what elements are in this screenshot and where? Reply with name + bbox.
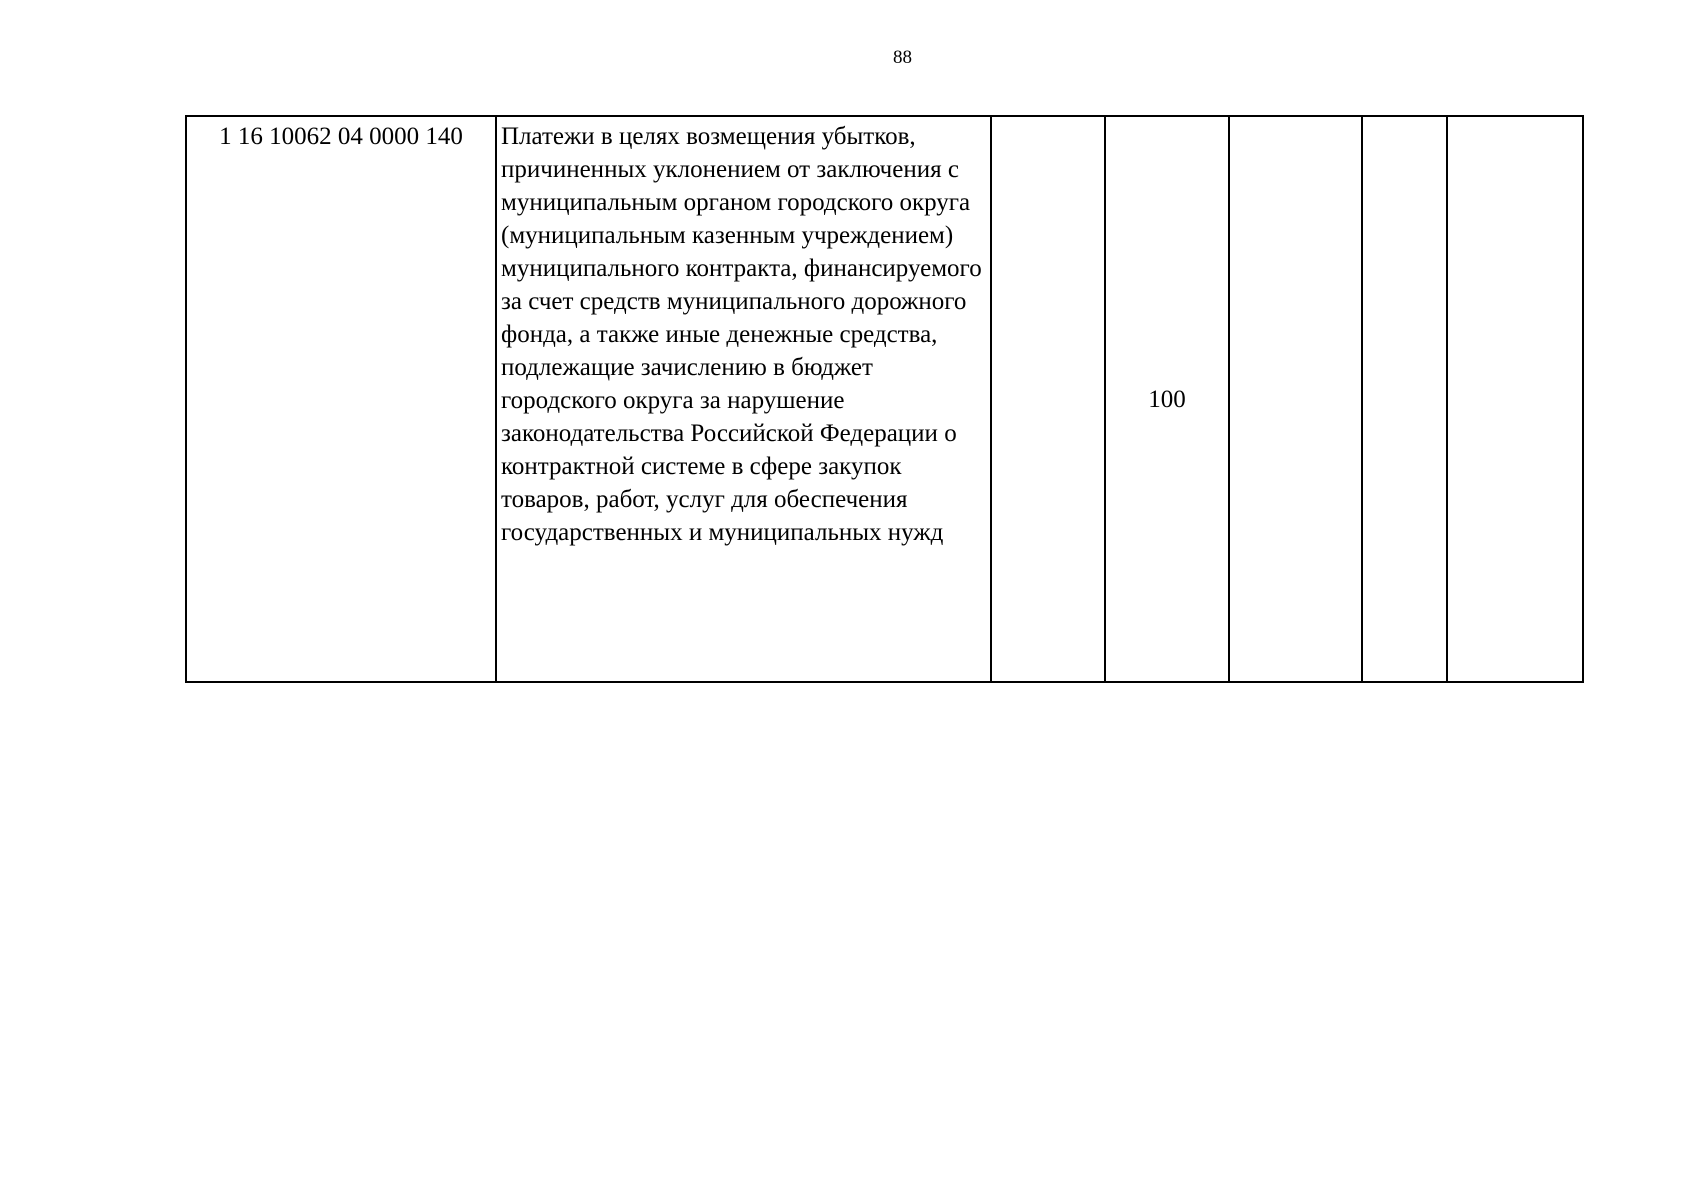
- page-number: 88: [893, 47, 912, 68]
- empty-cell: [991, 116, 1105, 682]
- revenue-description-cell: Платежи в целях возмещения убытков, причиненных уклонением от заключения с муниципальным органом городского округа (муниципальным казенным учреждением) муниципального контракта, финансируемого за счет средств муниципального дорожного фонда, а также иные денежные средства, подлежащие зачислению в бюджет городского округа за нарушение законодательства Российской Федерации о контрактной системе в сфере закупок товаров, работ, услуг для обеспечения государственных и муниципальных нужд: [496, 116, 991, 682]
- empty-cell: [1362, 116, 1447, 682]
- table-row: [186, 116, 1583, 682]
- empty-cell: [1447, 116, 1583, 682]
- empty-cell: [1229, 116, 1362, 682]
- revenue-code-cell: 1 16 10062 04 0000 140: [186, 116, 496, 682]
- percent-cell: 100: [1105, 116, 1229, 682]
- revenue-table: [185, 115, 1584, 683]
